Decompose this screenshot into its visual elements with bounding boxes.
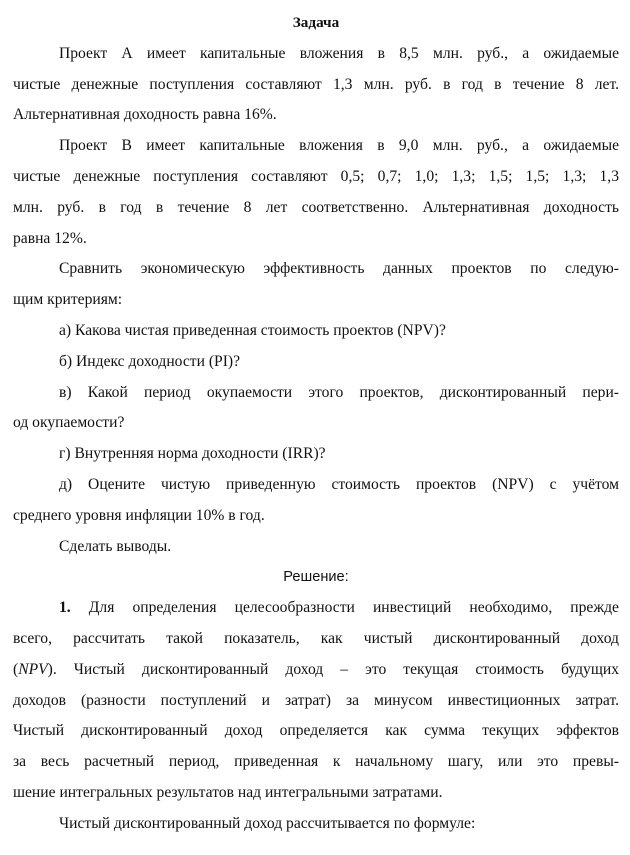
question-v-line-1: в) Какой период окупаемости этого проектов, дисконтированный пери- xyxy=(59,383,619,401)
solution-number: 1. xyxy=(59,599,71,617)
conclusion-instruction: Сделать выводы. xyxy=(59,537,172,555)
solution-line-4: доходов (разности поступлений и затрат) за минусом инвестиционных затрат. xyxy=(13,691,619,709)
compare-line-1: Сравнить экономическую эффективность данных проектов по следую- xyxy=(59,260,619,278)
project-a-line-3: Альтернативная доходность равна 16%. xyxy=(13,106,277,124)
solution-line-3-text: ). Чистый дисконтированный доход – это текущая стоимость будущих xyxy=(47,660,619,678)
npv-abbreviation: NPV xyxy=(18,660,48,678)
question-d-line-1: д) Оцените чистую приведенную стоимость проектов (NPV) с учётом xyxy=(59,475,619,493)
solution-title: Решение: xyxy=(283,569,349,586)
question-a: а) Какова чистая приведенная стоимость проектов (NPV)? xyxy=(59,321,446,339)
solution-line-3 xyxy=(13,655,619,686)
question-d-line-2: среднего уровня инфляции 10% в год. xyxy=(13,506,265,524)
question-b: б) Индекс доходности (PI)? xyxy=(59,352,241,370)
project-b-line-1: Проект В имеет капитальные вложения в 9,0 млн. руб., а ожидаемые xyxy=(59,137,619,155)
formula-intro: Чистый дисконтированный доход рассчитывается по формуле: xyxy=(59,814,476,832)
document-page xyxy=(13,8,619,840)
project-b-line-2: чистые денежные поступления составляют 0,5; 0,7; 1,0; 1,3; 1,5; 1,5; 1,3; 1,3 xyxy=(13,167,619,185)
project-b-line-4: равна 12%. xyxy=(13,229,87,247)
npv-open-paren: ( xyxy=(13,660,19,678)
solution-line-2: всего, рассчитать такой показатель, как чистый дисконтированный доход xyxy=(13,629,619,647)
project-a-line-1: Проект А имеет капитальные вложения в 8,5 млн. руб., а ожидаемые xyxy=(59,44,619,62)
document-title: Задача xyxy=(292,14,340,31)
solution-line-1-text: Для определения целесообразности инвестиций необходимо, прежде xyxy=(88,599,619,617)
question-v-line-2: од окупаемости? xyxy=(13,414,125,432)
question-g: г) Внутренняя норма доходности (IRR)? xyxy=(59,445,326,463)
project-b-line-3: млн. руб. в год в течение 8 лет соответственно. Альтернативная доходность xyxy=(13,198,619,216)
compare-line-2: щим критериям: xyxy=(13,291,123,309)
project-a-line-2: чистые денежные поступления составляют 1,3 млн. руб. в год в течение 8 лет. xyxy=(13,75,619,93)
solution-line-1 xyxy=(13,593,619,624)
solution-line-5: Чистый дисконтированный доход определяется как сумма текущих эффектов xyxy=(13,722,619,740)
solution-line-6: за весь расчетный период, приведенная к начальному шагу, или это превы- xyxy=(13,753,619,771)
solution-line-7: шение интегральных результатов над интегральными затратами. xyxy=(13,783,443,801)
